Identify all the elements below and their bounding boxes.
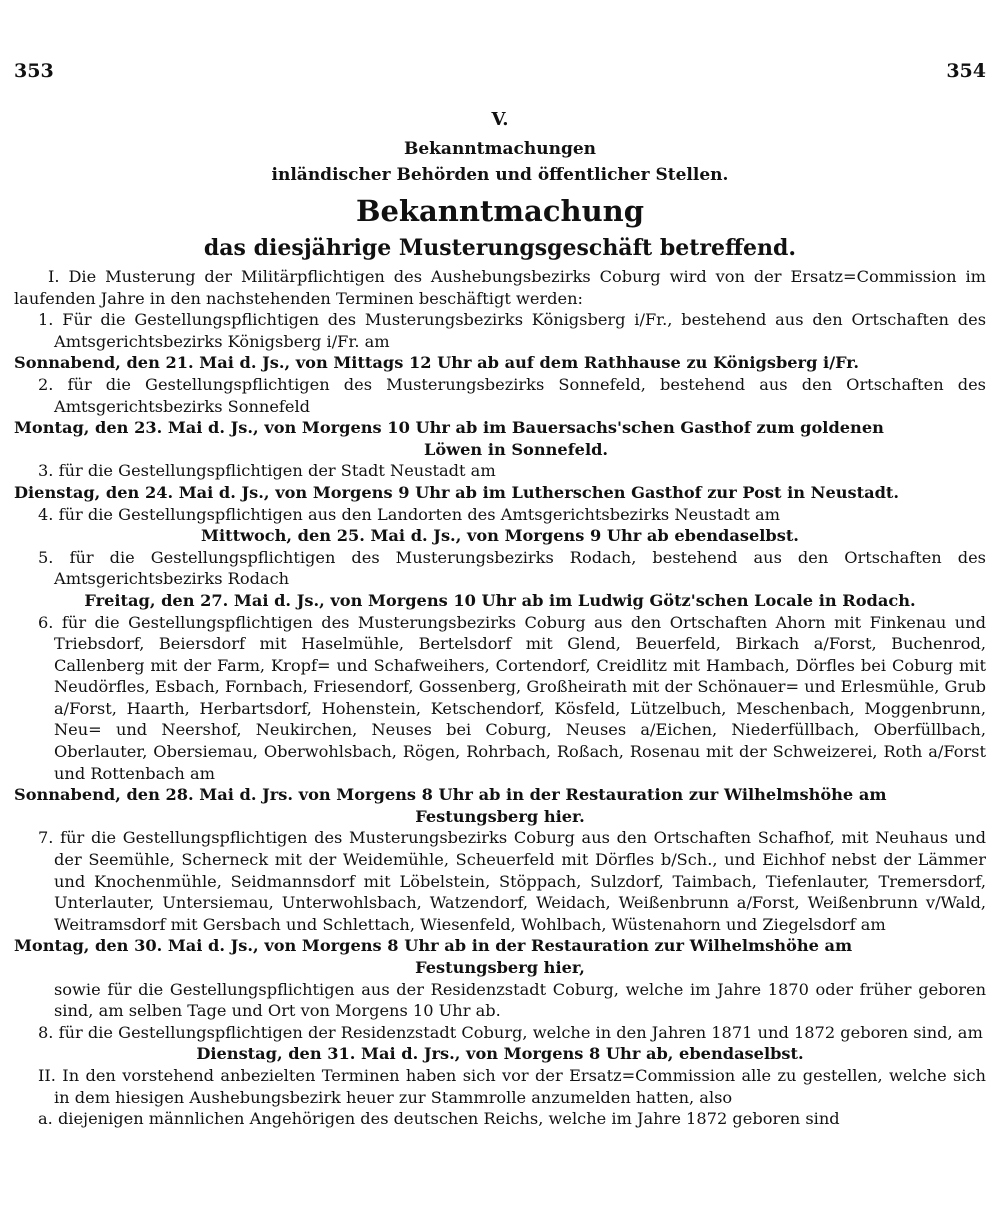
schedule-6-line-1: Sonnabend, den 28. Mai d. Jrs. von Morgens 8 Uhr ab in der Restauration zur Wilhelmshöhe am — [14, 785, 887, 805]
schedule-7-line-1: Montag, den 30. Mai d. Js., von Morgens 8 Uhr ab in der Restauration zur Wilhelmshöhe am — [14, 936, 853, 956]
item-1: 1. Für die Gestellungspflichtigen des Musterungsbezirks Königsberg i/Fr., bestehend aus den Ortschaften des Amtsgerichtsbezirks Königsberg i/Fr. am — [38, 310, 986, 351]
item-4: 4. für die Gestellungspflichtigen aus den Landorten des Amtsgerichtsbezirks Neustadt am — [38, 504, 781, 524]
schedule-1: Sonnabend, den 21. Mai d. Js., von Mittags 12 Uhr ab auf dem Rathhause zu Königsberg i/Fr. — [14, 353, 859, 373]
item-a: a. diejenigen männlichen Angehörigen des deutschen Reichs, welche im Jahre 1872 geboren sind — [38, 1109, 840, 1129]
item-2: 2. für die Gestellungspflichtigen des Musterungsbezirks Sonnefeld, bestehend aus den Ortschaften des Amtsgerichtsbezirks Sonnefeld — [38, 374, 986, 416]
schedule-7-line-2: Festungsberg hier, — [415, 958, 585, 977]
schedule-7 — [14, 935, 986, 978]
section-heading: Bekanntmachungen — [403, 139, 597, 159]
item-3: 3. für die Gestellungspflichtigen der Stadt Neustadt am — [38, 461, 496, 481]
section-2-paragraph: II. In den vorstehend anbezielten Terminen haben sich vor der Ersatz=Commission alle zu gestellen, welche sich in dem hiesigen Aushebungsbezirk heuer zur Stammrolle anzumelden hatten, also — [38, 1065, 986, 1107]
schedule-6-line-2: Festungsberg hier. — [415, 806, 585, 826]
intro-paragraph: I. Die Musterung der Militärpflichtigen des Aushebungsbezirks Coburg wird von der Ersatz=Commission im laufenden Jahre in den nachstehenden Terminen beschäftigt werden: — [14, 267, 986, 308]
schedule-6 — [14, 784, 986, 827]
schedule-5: Freitag, den 27. Mai d. Js., von Morgens 10 Uhr ab im Ludwig Götz'schen Locale in Rodach. — [84, 590, 916, 610]
schedule-3: Dienstag, den 24. Mai d. Js., von Morgens 9 Uhr ab im Lutherschen Gasthof zur Post in Neustadt. — [14, 482, 900, 502]
item-6: 6. für die Gestellungspflichtigen des Musterungsbezirks Coburg aus den Ortschaften Ahorn mit Finkenau und Triebsdorf, Beiersdorf mit Haselmühle, Bertelsdorf mit Glend, Beuerfeld, Birkach a/Forst, Buchenrod, Callenberg mit der Farm, Kropf= und Schafweihers, Cortendorf, Creidlitz mit Hambach, Dörfles bei Coburg mit Neudörfles, Esbach, Fornbach, Friesendorf, Gossenberg, Großheirath mit der Schönauer= und Erlesmühle, Grub a/Forst, Haarth, Herbartsdorf, Hohenstein, Ketschendorf, Kösfeld, Lützelbuch, Meschenbach, Moggenbrunn, Neu= und Neershof, Neukirchen, Neuses bei Coburg, Neuses a/Eichen, Niederfüllbach, Oberfüllbach, Oberlauter, Obersiemau, Oberwohlsbach, Rögen, Rohrbach, Roßach, Rosenau mit der Schweizerei, Roth a/Forst und Rottenbach am — [38, 612, 986, 783]
item-5: 5. für die Gestellungspflichtigen des Musterungsbezirks Rodach, bestehend aus den Ortschaften des Amtsgerichtsbezirks Rodach — [38, 547, 986, 589]
schedule-2 — [14, 417, 986, 460]
item-7-continuation: sowie für die Gestellungspflichtigen aus der Residenzstadt Coburg, welche im Jahre 1870 oder früher geboren sind, am selben Tage und Ort von Morgens 10 Uhr ab. — [54, 979, 986, 1021]
announcement-title: Bekanntmachung — [355, 194, 645, 228]
section-roman-numeral: V. — [491, 109, 509, 130]
page-number-left: 353 — [14, 60, 54, 82]
section-subheading: inländischer Behörden und öffentlicher Stellen. — [271, 165, 729, 185]
item-7: 7. für die Gestellungspflichtigen des Musterungsbezirks Coburg aus den Ortschaften Schafhof, mit Neuhaus und der Seemühle, Scherneck mit der Weidemühle, Scheuerfeld mit Dörfles b/Sch., und Eichhof nebst der Lämmer und Knochenmühle, Seidmannsdorf mit Löbelstein, Stöppach, Sulzdorf, Taimbach, Tiefenlauter, Tremersdorf, Unterlauter, Untersiemau, Unterwohlsbach, Watzendorf, Weidach, Weißenbrunn a/Forst, Weißenbrunn v/Wald, Weitramsdorf mit Gersbach und Schlettach, Wiesenfeld, Wohlbach, Wüstenahorn und Ziegelsdorf am — [38, 828, 986, 934]
item-8: 8. für die Gestellungspflichtigen der Residenzstadt Coburg, welche in den Jahren 1871 und 1872 geboren sind, am — [38, 1022, 983, 1042]
schedule-2-line-2: Löwen in Sonnefeld. — [424, 439, 609, 459]
schedule-4: Mittwoch, den 25. Mai d. Js., von Morgens 9 Uhr ab ebendaselbst. — [201, 526, 799, 546]
announcement-subtitle: das diesjährige Musterungsgeschäft betreffend. — [203, 235, 797, 261]
page-number-right: 354 — [946, 60, 986, 82]
schedule-2-line-1: Montag, den 23. Mai d. Js., von Morgens 10 Uhr ab im Bauersachs'schen Gasthof zum goldenen — [14, 418, 884, 438]
schedule-8: Dienstag, den 31. Mai d. Jrs., von Morgens 8 Uhr ab, ebendaselbst. — [196, 1044, 804, 1064]
